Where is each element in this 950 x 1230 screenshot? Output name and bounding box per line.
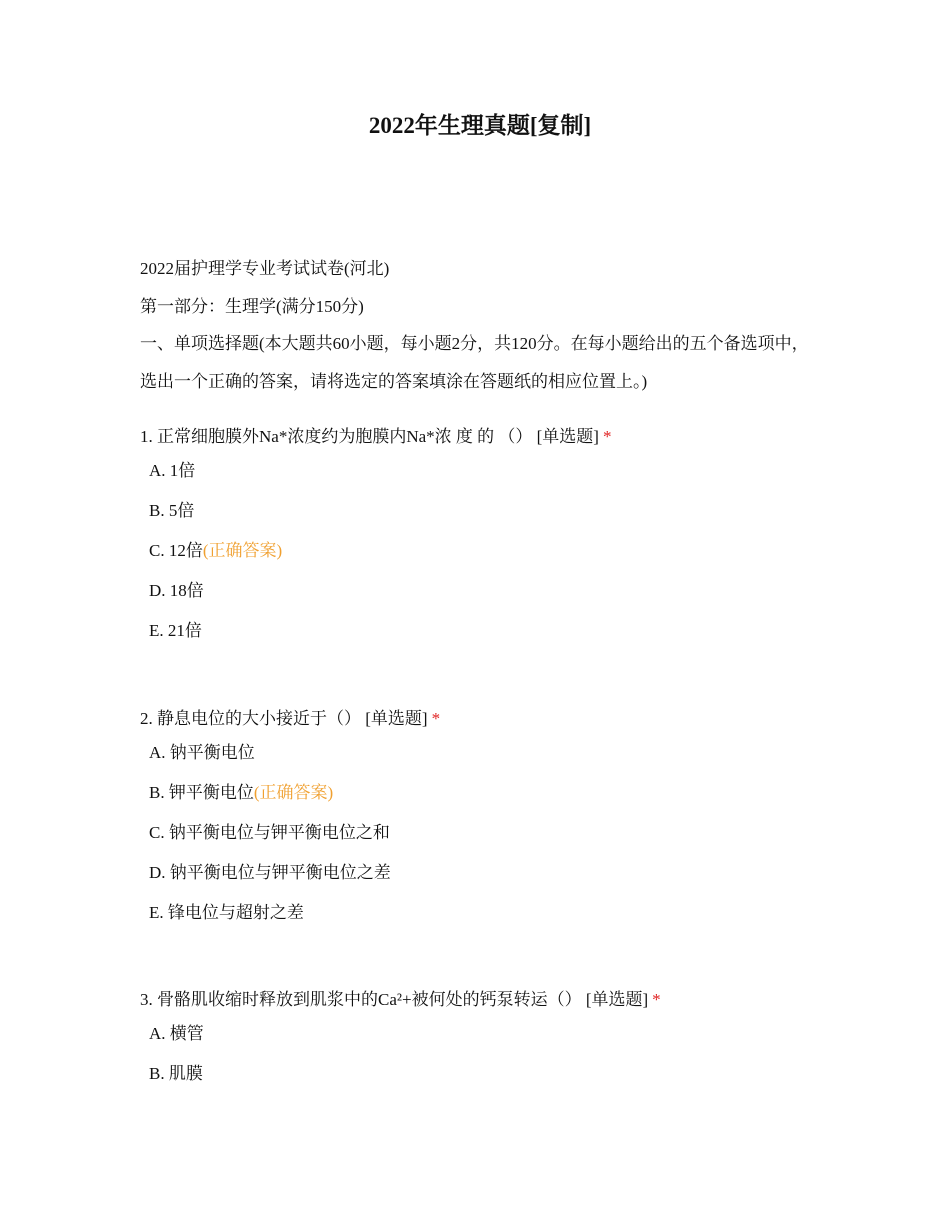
option-text: E. 锋电位与超射之差 bbox=[149, 903, 304, 922]
option-list bbox=[140, 458, 820, 658]
option-d[interactable] bbox=[149, 860, 820, 900]
option-text: D. 18倍 bbox=[149, 581, 204, 600]
section-instructions: 一、单项选择题(本大题共60小题，每小题2分，共120分。在每小题给出的五个备选项中，选出一个正确的答案，请将选定的答案填涂在答题纸的相应位置上。) bbox=[140, 334, 809, 391]
option-b[interactable] bbox=[149, 780, 820, 820]
required-mark: * bbox=[431, 709, 441, 728]
option-text: B. 钾平衡电位 bbox=[149, 783, 254, 802]
question-2 bbox=[140, 706, 820, 940]
question-stem bbox=[140, 424, 820, 450]
option-text: C. 12倍 bbox=[149, 541, 203, 560]
option-a[interactable] bbox=[149, 1021, 820, 1061]
required-mark: * bbox=[652, 990, 661, 1009]
option-text: A. 1倍 bbox=[149, 461, 196, 480]
option-text: B. 肌膜 bbox=[149, 1064, 203, 1083]
option-e[interactable] bbox=[149, 900, 820, 940]
question-3 bbox=[140, 987, 820, 1101]
option-e[interactable] bbox=[149, 618, 820, 658]
question-stem-text: 2. 静息电位的大小接近于（） [单选题] bbox=[140, 709, 428, 728]
option-b[interactable] bbox=[149, 498, 820, 538]
option-d[interactable] bbox=[149, 578, 820, 618]
question-stem-text: 3. 骨骼肌收缩时释放到肌浆中的Ca²+被何处的钙泵转运（） [单选题] bbox=[140, 990, 649, 1009]
option-c[interactable] bbox=[149, 538, 820, 578]
option-text: A. 横管 bbox=[149, 1024, 204, 1043]
question-stem bbox=[140, 706, 820, 732]
section-heading: 第一部分：生理学(满分150分) bbox=[140, 296, 364, 316]
option-text: E. 21倍 bbox=[149, 621, 202, 640]
option-b[interactable] bbox=[149, 1061, 820, 1101]
correct-answer-tag: (正确答案) bbox=[253, 783, 334, 802]
option-c[interactable] bbox=[149, 820, 820, 860]
required-mark: * bbox=[602, 427, 612, 446]
option-list bbox=[140, 740, 820, 940]
option-a[interactable] bbox=[149, 458, 820, 498]
document-title: 2022年生理真题[复制] bbox=[368, 113, 592, 138]
exam-intro bbox=[140, 250, 820, 400]
question-stem-text: 1. 正常细胞膜外Na*浓度约为胞膜内Na*浓 度 的 （） [单选题] bbox=[140, 427, 599, 446]
correct-answer-tag: (正确答案) bbox=[202, 541, 283, 560]
option-text: A. 钠平衡电位 bbox=[149, 743, 255, 762]
option-list bbox=[140, 1021, 820, 1101]
exam-name: 2022届护理学专业考试试卷(河北) bbox=[140, 259, 390, 278]
question-1 bbox=[140, 424, 820, 658]
question-stem bbox=[140, 987, 820, 1013]
option-text: D. 钠平衡电位与钾平衡电位之差 bbox=[149, 863, 391, 882]
option-a[interactable] bbox=[149, 740, 820, 780]
option-text: B. 5倍 bbox=[149, 501, 195, 520]
option-text: C. 钠平衡电位与钾平衡电位之和 bbox=[149, 823, 390, 842]
